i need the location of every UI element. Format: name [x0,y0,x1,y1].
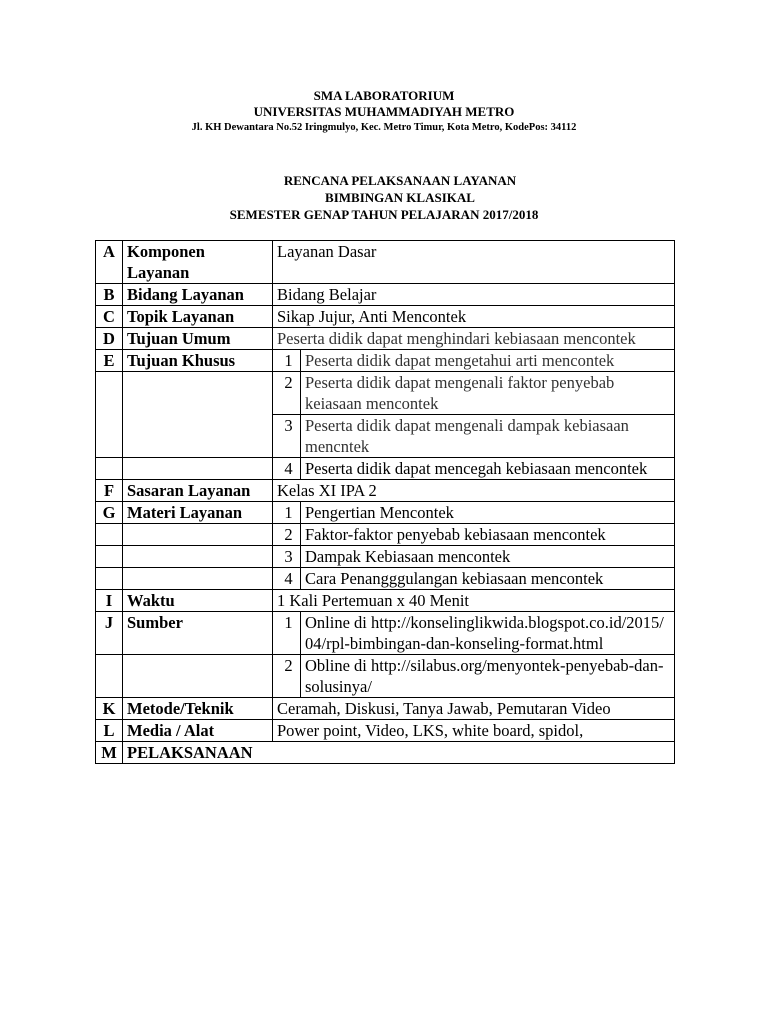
item-number: 2 [277,524,301,545]
row-tujuan-umum [96,328,675,350]
doc-title-line-2: BIMBINGAN KLASIKAL [325,190,475,205]
row-label: Komponen Layanan [123,241,273,284]
row-materi-2 [96,524,675,546]
row-tujuan-khusus-3 [96,415,675,458]
item-text: Cara Penangggulangan kebiasaan mencontek [305,569,604,588]
row-letter: B [96,284,123,306]
item-text: Dampak Kebiasaan mencontek [305,547,511,566]
item-number: 3 [277,546,301,567]
row-value: Layanan Dasar [273,241,675,284]
plan-table [95,240,675,764]
item-number: 1 [277,502,301,523]
university-name: UNIVERSITAS MUHAMMADIYAH METRO [253,104,515,119]
row-label: Media / Alat [123,720,273,742]
row-label: Sasaran Layanan [123,480,273,502]
item-text: Peserta didik dapat mengenali faktor penyebab keiasaan mencontek [305,373,615,413]
row-bidang [96,284,675,306]
row-komponen [96,241,675,284]
row-label: Topik Layanan [123,306,273,328]
row-label: Materi Layanan [123,502,273,524]
row-label: Metode/Teknik [123,698,273,720]
row-letter: I [96,590,123,612]
row-sasaran [96,480,675,502]
row-metode [96,698,675,720]
doc-title-line-1: RENCANA PELAKSANAAN LAYANAN [283,173,517,188]
row-media [96,720,675,742]
item-text: Faktor-faktor penyebab kebiasaan mencontek [305,525,606,544]
row-value: Bidang Belajar [273,284,675,306]
row-letter: A [96,241,123,284]
row-value: Power point, Video, LKS, white board, spidol, [273,720,675,742]
row-sumber-2 [96,655,675,698]
row-value: Sikap Jujur, Anti Mencontek [273,306,675,328]
doc-title-line-3: SEMESTER GENAP TAHUN PELAJARAN 2017/2018 [229,207,539,222]
row-value: Kelas XI IPA 2 [273,480,675,502]
item-text: Pengertian Mencontek [305,503,454,522]
row-letter: D [96,328,123,350]
row-letter: M [96,742,123,764]
item-number: 4 [277,458,301,479]
school-address: Jl. KH Dewantara No.52 Iringmulyo, Kec. Metro Timur, Kota Metro, KodePos: 34112 [191,122,577,133]
row-label: Bidang Layanan [123,284,273,306]
row-letter: K [96,698,123,720]
row-label: Tujuan Umum [123,328,273,350]
row-tujuan-khusus-1 [96,350,675,372]
row-label: Waktu [123,590,273,612]
row-label: PELAKSANAAN [123,742,675,764]
row-label: Tujuan Khusus [123,350,273,372]
row-materi-4 [96,568,675,590]
row-materi-3 [96,546,675,568]
row-letter: L [96,720,123,742]
row-value: Peserta didik dapat menghindari kebiasaan mencontek [273,328,675,350]
row-waktu [96,590,675,612]
item-number: 2 [277,372,301,414]
row-pelaksanaan [96,742,675,764]
row-tujuan-khusus-4 [96,458,675,480]
row-value: Ceramah, Diskusi, Tanya Jawab, Pemutaran Video [273,698,675,720]
item-number: 2 [277,655,301,697]
item-text: Peserta didik dapat mencegah kebiasaan mencontek [305,459,648,478]
row-materi-1 [96,502,675,524]
source-link-obline[interactable]: Obline di http://silabus.org/menyontek-penyebab-dan-solusinya/ [305,656,664,696]
source-link-online[interactable]: Online di http://konselinglikwida.blogspot.co.id/2015/04/rpl-bimbingan-dan-konseling-format.html [305,613,664,653]
item-text: Peserta didik dapat mengenali dampak kebiasaan mencntek [305,416,629,456]
item-text: Peserta didik dapat mengetahui arti mencontek [305,351,615,370]
item-number: 3 [277,415,301,457]
row-letter: C [96,306,123,328]
row-letter: J [96,612,123,655]
row-label: Sumber [123,612,273,655]
row-tujuan-khusus-2 [96,372,675,415]
item-number: 4 [277,568,301,589]
row-topik [96,306,675,328]
item-number: 1 [277,612,301,654]
item-number: 1 [277,350,301,371]
row-letter: F [96,480,123,502]
row-sumber-1 [96,612,675,655]
row-letter: G [96,502,123,524]
school-name: SMA LABORATORIUM [313,88,455,103]
row-letter: E [96,350,123,372]
row-value: 1 Kali Pertemuan x 40 Menit [273,590,675,612]
